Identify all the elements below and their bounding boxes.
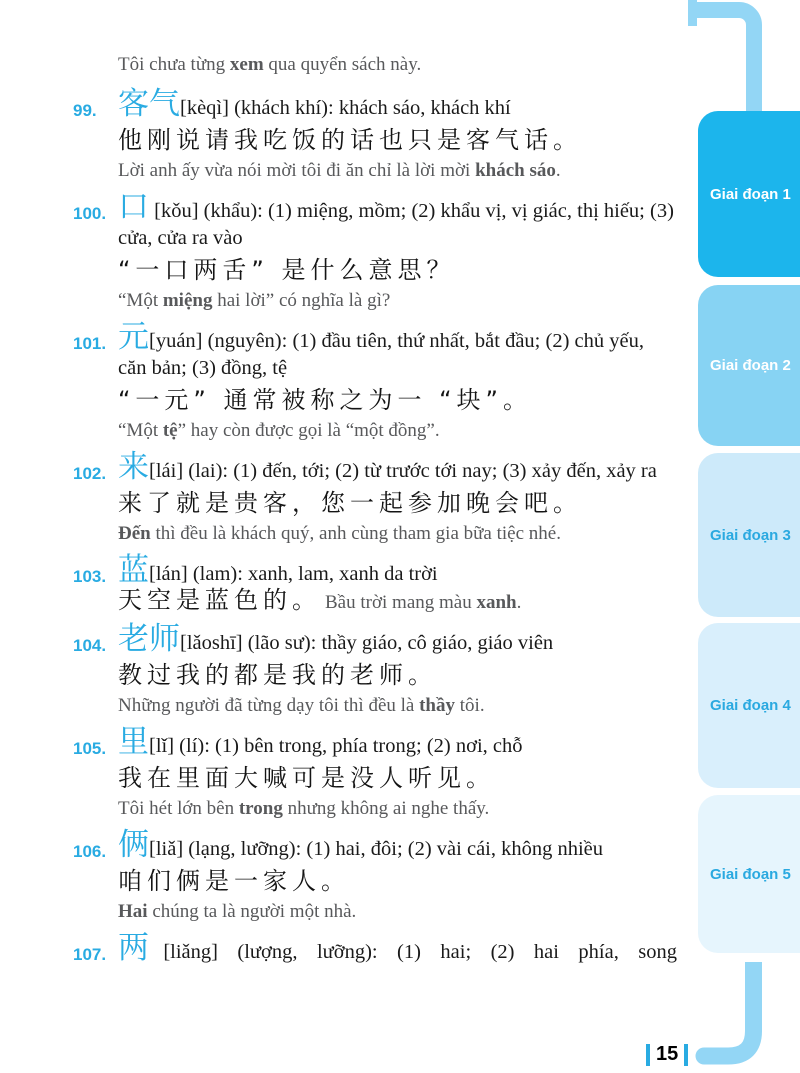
stage-tab-label: Giai đoạn 2 — [710, 357, 791, 374]
entry-headword-zh: 元 — [118, 319, 149, 355]
vocab-entry — [73, 86, 677, 183]
page-content — [73, 52, 677, 975]
entry-body — [118, 86, 677, 183]
entry-number: 101. — [73, 334, 107, 353]
text-segment: Lời anh ấy vừa nói mời tôi đi ăn chỉ là lời mời — [118, 160, 476, 181]
entry-headword-zh: 俩 — [118, 827, 149, 863]
entry-definition-text: [lán] (lam): xanh, lam, xanh da trời — [149, 563, 438, 585]
text-segment: ” hay còn được gọi là “một đồng”. — [177, 420, 440, 441]
keyword-bold: xem — [229, 54, 264, 75]
text-segment: chúng ta là người một nhà. — [147, 901, 357, 922]
entry-number: 105. — [73, 739, 107, 758]
keyword-bold: khách sáo — [475, 160, 556, 181]
keyword-bold: Đến — [118, 523, 151, 544]
entry-body — [118, 930, 678, 966]
bottom-line-endcap — [696, 1048, 713, 1065]
page-number: 15 — [656, 1043, 679, 1065]
text-segment: thì đều là khách quý, anh cùng tham gia bữa tiệc nhé. — [150, 523, 561, 544]
entry-translation-vi — [118, 693, 677, 718]
vocab-entry — [73, 319, 677, 443]
entry-definition-line — [118, 827, 677, 863]
vocab-entry — [73, 930, 678, 966]
entry-translation-vi — [118, 796, 677, 821]
vocab-entry — [73, 449, 677, 546]
entry-body — [118, 449, 677, 546]
entry-body — [118, 827, 677, 924]
entry-definition-line — [118, 449, 677, 485]
text-segment: nhưng không ai nghe thấy. — [282, 798, 490, 819]
entry-definition-text: [lǎoshī] (lão sư): thầy giáo, cô giáo, giáo viên — [180, 632, 554, 654]
text-segment: “Một — [118, 290, 163, 311]
entry-headword-zh: 口 — [118, 189, 149, 225]
entry-headword-zh: 两 — [118, 930, 164, 966]
keyword-bold: Hai — [118, 901, 148, 922]
entry-number: 103. — [73, 567, 107, 586]
entry-number: 102. — [73, 464, 107, 483]
entry-example-zh: 教过我的都是我的老师。 — [118, 661, 437, 689]
vocab-entry — [73, 724, 677, 821]
text-segment: “Một — [118, 420, 163, 441]
entry-body — [118, 552, 677, 615]
entry-body — [118, 724, 677, 821]
entry-body — [118, 319, 677, 443]
entry-translation-vi — [118, 158, 677, 183]
entry-definition-line — [118, 552, 677, 588]
text-segment: . — [555, 160, 561, 181]
entry-number: 107. — [73, 945, 107, 964]
text-segment: hai lời” có nghĩa là gì? — [212, 290, 391, 311]
entry-number: 106. — [73, 842, 107, 861]
vocab-entry — [73, 827, 677, 924]
entry-headword-zh: 客气 — [118, 86, 180, 122]
top-connector-line — [688, 10, 754, 111]
entry-headword-zh: 蓝 — [118, 552, 149, 588]
entry-example-zh: “一口两舌” 是什么意思？ — [118, 256, 456, 284]
entry-body — [118, 621, 677, 718]
top-line-stub — [688, 0, 697, 26]
entry-body — [118, 189, 677, 313]
entry-translation-vi — [118, 588, 677, 615]
entry-definition-text: [liǎ] (lạng, lưỡng): (1) hai, đôi; (2) vài cái, không nhiều — [149, 838, 604, 860]
stage-tab-2 — [698, 285, 800, 446]
stage-tab-4 — [698, 623, 800, 788]
entry-definition-text: [liǎng] (lượng, lưỡng): (1) hai; (2) hai phía, song — [163, 941, 678, 963]
entry-definition-text: [lái] (lai): (1) đến, tới; (2) từ trước tới nay; (3) xảy đến, xảy ra — [149, 460, 657, 482]
entry-definition-line — [118, 319, 677, 382]
stage-tab-label: Giai đoạn 1 — [710, 185, 791, 203]
text-segment: Bầu trời mang màu — [325, 592, 477, 613]
entry-definition-text: [yuán] (nguyên): (1) đầu tiên, thứ nhất, bắt đầu; (2) chủ yếu, căn bản; (3) đồng, tệ — [118, 330, 644, 379]
entry-translation-vi — [118, 418, 677, 443]
keyword-bold: miệng — [162, 290, 213, 311]
entry-headword-zh: 里 — [118, 724, 149, 760]
keyword-bold: xanh — [476, 592, 517, 613]
text-segment: Tôi chưa từng — [118, 54, 230, 75]
keyword-bold: tệ — [162, 420, 178, 441]
entry-translation-vi — [118, 288, 677, 313]
entry-definition-line — [118, 189, 677, 252]
entry-number: 100. — [73, 204, 107, 223]
entry-translation-vi — [118, 899, 677, 924]
entry-definition-line — [118, 724, 677, 760]
text-segment: 天空是蓝色的。 — [118, 586, 321, 614]
keyword-bold: trong — [238, 798, 283, 819]
entry-definition-line — [118, 930, 678, 966]
entry-example-zh: 来了就是贵客，您一起参加晚会吧。 — [118, 489, 582, 517]
text-segment: tôi. — [455, 695, 485, 716]
keyword-bold: thầy — [419, 695, 456, 716]
entry-headword-zh: 老师 — [118, 621, 180, 657]
stage-tab-3 — [698, 453, 800, 617]
entry-example-zh: 他刚说请我吃饭的话也只是客气话。 — [118, 126, 582, 154]
page-number-left-bar — [646, 1044, 650, 1066]
stage-tab-label: Giai đoạn 5 — [710, 865, 791, 883]
entry-definition-text: [kǒu] (khẩu): (1) miệng, mồm; (2) khẩu vị, vị giác, thị hiếu; (3) cửa, cửa ra vào — [118, 200, 674, 249]
entry-definition-line — [118, 86, 677, 122]
entry-definition-text: [lǐ] (lí): (1) bên trong, phía trong; (2) nơi, chỗ — [149, 735, 523, 757]
stage-tab-5 — [698, 795, 800, 953]
vocab-entry — [73, 189, 677, 313]
bottom-connector-line — [704, 962, 754, 1056]
page-number-right-bar — [684, 1044, 688, 1066]
entry-number: 104. — [73, 636, 107, 655]
carryover-translation — [118, 52, 677, 77]
entry-definition-line — [118, 621, 677, 657]
text-segment: Những người đã từng dạy tôi thì đều là — [118, 695, 420, 716]
stage-tab-label: Giai đoạn 3 — [710, 526, 791, 544]
stage-tab-label: Giai đoạn 4 — [710, 697, 791, 714]
stage-tab-1 — [698, 111, 800, 277]
entry-example-zh: 咱们俩是一家人。 — [118, 867, 350, 895]
vocab-entry — [73, 621, 677, 718]
text-segment: qua quyển sách này. — [263, 54, 422, 75]
entry-definition-text: [kèqì] (khách khí): khách sáo, khách khí — [180, 97, 511, 119]
entry-headword-zh: 来 — [118, 449, 149, 485]
vocab-entry — [73, 552, 677, 615]
entry-translation-vi — [118, 521, 677, 546]
text-segment: . — [516, 592, 522, 613]
entry-example-zh: 我在里面大喊可是没人听见。 — [118, 764, 495, 792]
page-number-block — [646, 1043, 688, 1066]
text-segment: Tôi hét lớn bên — [118, 798, 239, 819]
entry-number: 99. — [73, 101, 97, 120]
vocab-list — [73, 86, 678, 966]
entry-example-zh: “一元” 通常被称之为一 “块”。 — [118, 386, 532, 414]
